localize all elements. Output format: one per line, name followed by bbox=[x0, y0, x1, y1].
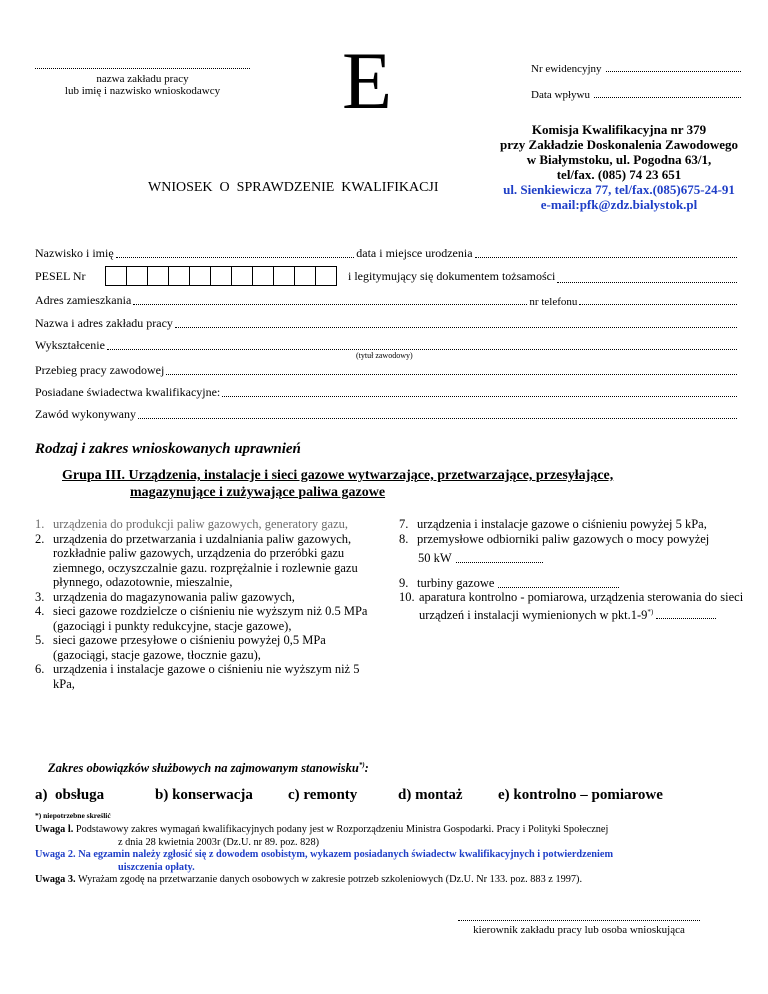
note-2-cont: uiszczenia opłaty. bbox=[118, 861, 195, 873]
phone-field[interactable] bbox=[579, 303, 737, 305]
id-doc-label: i legitymujący się dokumentem tożsamości bbox=[348, 268, 556, 283]
pesel-row bbox=[35, 266, 739, 286]
address-label: Adres zamieszkania bbox=[35, 293, 132, 307]
item-10[interactable]: 10. aparatura kontrolno - pomiarowa, urządzenia sterowania do sieci urządzeń i instalacji wymienionych w pkt.1-9*) bbox=[399, 590, 744, 622]
id-doc-field[interactable] bbox=[557, 281, 737, 283]
list-item[interactable]: 3. urządzenia do magazynowania paliw gazowych, bbox=[35, 589, 295, 604]
education-field[interactable] bbox=[107, 348, 737, 350]
date-in-label: Data wpływu bbox=[531, 89, 590, 101]
phone-label: nr telefonu bbox=[529, 296, 578, 308]
profession-field[interactable] bbox=[138, 417, 737, 419]
duty-c[interactable]: c) remonty bbox=[288, 787, 358, 803]
note-3: Uwaga 3. Wyrażam zgodę na przetwarzanie danych osobowych w zakresie potrzeb szkoleniowych (Dz.U. Nr 133. poz. 883 z 1997). bbox=[35, 874, 583, 885]
address-field[interactable] bbox=[133, 303, 527, 305]
duties-heading: Zakres obowiązków służbowych na zajmowanym stanowisku*): bbox=[48, 761, 369, 776]
workplace-label: Nazwa i adres zakładu pracy bbox=[35, 316, 173, 330]
career-label: Przebieg pracy zawodowej bbox=[35, 363, 165, 377]
section-heading: Rodzaj i zakres wnioskowanych uprawnień bbox=[35, 441, 301, 457]
group-title-line: magazynujące i zużywające paliwa gazowe bbox=[130, 485, 386, 500]
workplace-field[interactable] bbox=[175, 326, 737, 328]
pesel-digit[interactable] bbox=[126, 266, 148, 286]
career-field[interactable] bbox=[166, 373, 737, 375]
signature-line[interactable] bbox=[458, 910, 700, 921]
commission-line: Komisja Kwalifikacyjna nr 379 bbox=[531, 122, 707, 137]
employer-label-1: nazwa zakładu pracy bbox=[96, 73, 189, 85]
power-label: 50 kW bbox=[418, 551, 452, 565]
commission-line: tel/fax. (085) 74 23 651 bbox=[556, 167, 682, 182]
pesel-digit[interactable] bbox=[315, 266, 337, 286]
turbines-field[interactable] bbox=[498, 576, 619, 588]
pesel-digit[interactable] bbox=[294, 266, 316, 286]
list-item[interactable]: 5. sieci gazowe przesyłowe o ciśnieniu powyżej 0,5 MPa (gazociągi, stacje gazowe, tłocznie gazu), bbox=[35, 633, 326, 662]
employer-block bbox=[35, 62, 250, 97]
pesel-digit[interactable] bbox=[231, 266, 253, 286]
items-right bbox=[399, 517, 744, 546]
item-9[interactable]: 9. turbiny gazowe bbox=[399, 576, 619, 591]
duty-e[interactable]: e) kontrolno – pomiarowe bbox=[498, 787, 663, 803]
profession-row bbox=[35, 407, 739, 422]
list-item[interactable]: 2. urządzenia do przetwarzania i uzdalniania paliw gazowych, rozkładnie paliw gazowych, urządzenia do przeróbki gazu ziemnego, oczyszczalnie gazu. rozprężalnie i rozlewnie gazu płynnego, odazotownie, mieszalnie, bbox=[35, 531, 358, 589]
employer-label-2: lub imię i nazwisko wnioskodawcy bbox=[64, 85, 221, 97]
group-title bbox=[62, 467, 613, 501]
date-in bbox=[531, 89, 741, 101]
birth-label: data i miejsce urodzenia bbox=[356, 246, 473, 260]
employer-dotline[interactable] bbox=[35, 62, 250, 69]
pesel-boxes[interactable] bbox=[105, 266, 336, 286]
signature-block bbox=[458, 910, 700, 936]
workplace-row bbox=[35, 316, 739, 331]
date-in-field[interactable] bbox=[594, 89, 741, 98]
name-field[interactable] bbox=[116, 256, 355, 258]
list-item[interactable]: 6. urządzenia i instalacje gazowe o ciśnieniu nie wyższym niż 5 kPa, bbox=[35, 662, 360, 691]
item-10-field[interactable] bbox=[656, 618, 716, 619]
signature-label: kierownik zakładu pracy lub osoba wnioskująca bbox=[473, 924, 685, 936]
footnote: *) niepotrzebne skreślić bbox=[35, 811, 111, 820]
form-title: WNIOSEK O SPRAWDZENIE KWALIFIKACJI bbox=[148, 180, 439, 195]
duty-d[interactable]: d) montaż bbox=[398, 787, 463, 803]
certificates-row bbox=[35, 385, 739, 400]
group-title-line: Grupa III. Urządzenia, instalacje i sieci gazowe wytwarzające, przetwarzające, przesyłające, bbox=[62, 468, 614, 483]
birth-field[interactable] bbox=[475, 256, 737, 258]
certificates-label: Posiadane świadectwa kwalifikacyjne: bbox=[35, 385, 221, 399]
commission-block bbox=[480, 122, 758, 212]
note-1-cont: z dnia 28 kwietnia 2003r (Dz.U. nr 89. poz. 828) bbox=[118, 836, 320, 848]
pesel-digit[interactable] bbox=[210, 266, 232, 286]
address-row bbox=[35, 293, 739, 308]
reg-no-field[interactable] bbox=[606, 63, 741, 72]
form-letter: E bbox=[342, 35, 393, 126]
duty-b[interactable]: b) konserwacja bbox=[155, 787, 253, 803]
pesel-label: PESEL Nr bbox=[35, 268, 86, 283]
name-label: Nazwisko i imię bbox=[35, 246, 114, 260]
profession-label: Zawód wykonywany bbox=[35, 407, 136, 421]
certificates-field[interactable] bbox=[222, 395, 737, 397]
education-label: Wykształcenie bbox=[35, 338, 105, 352]
commission-line: przy Zakładzie Doskonalenia Zawodowego bbox=[500, 137, 738, 152]
pesel-digit[interactable] bbox=[168, 266, 190, 286]
commission-email: e-mail:pfk@zdz.bialystok.pl bbox=[540, 197, 698, 212]
note-2: Uwaga 2. Na egzamin należy zgłosić się z dowodem osobistym, wykazem posiadanych świadectw kwalifikacyjnych i potwierdzeniem bbox=[35, 849, 614, 860]
power-row bbox=[418, 551, 543, 566]
commission-line-blue: ul. Sienkiewicza 77, tel/fax.(085)675-24-91 bbox=[503, 182, 735, 197]
reg-no-label: Nr ewidencyjny bbox=[531, 63, 602, 75]
pesel-digit[interactable] bbox=[105, 266, 127, 286]
list-item[interactable]: 1. urządzenia do produkcji paliw gazowych, generatory gazu, bbox=[35, 517, 349, 531]
reg-no bbox=[531, 63, 741, 75]
list-item[interactable]: 8. przemysłowe odbiorniki paliw gazowych o mocy powyżej bbox=[399, 531, 710, 546]
list-item[interactable]: 4. sieci gazowe rozdzielcze o ciśnieniu nie wyższym niż 0.5 MPa (gazociągi i punkty redukcyjne, stacje gazowe), bbox=[35, 604, 368, 633]
pesel-digit[interactable] bbox=[273, 266, 295, 286]
pesel-digit[interactable] bbox=[189, 266, 211, 286]
notes bbox=[35, 824, 745, 887]
duty-a[interactable]: a) obsługa bbox=[35, 787, 105, 803]
items-left bbox=[35, 517, 375, 691]
power-field[interactable] bbox=[456, 551, 543, 563]
note-1: Uwaga l. Podstawowy zakres wymagań kwalifikacyjnych podany jest w Rozporządzeniu Ministra Gospodarki. Pracy i Polityki Społecznej bbox=[35, 824, 609, 835]
pesel-digit[interactable] bbox=[147, 266, 169, 286]
list-item[interactable]: 7. urządzenia i instalacje gazowe o ciśnieniu powyżej 5 kPa, bbox=[399, 517, 707, 531]
career-row bbox=[35, 363, 739, 378]
name-row bbox=[35, 246, 739, 261]
education-hint: (tytuł zawodowy) bbox=[356, 351, 413, 360]
commission-line: w Białymstoku, ul. Pogodna 63/1, bbox=[526, 152, 712, 167]
pesel-digit[interactable] bbox=[252, 266, 274, 286]
